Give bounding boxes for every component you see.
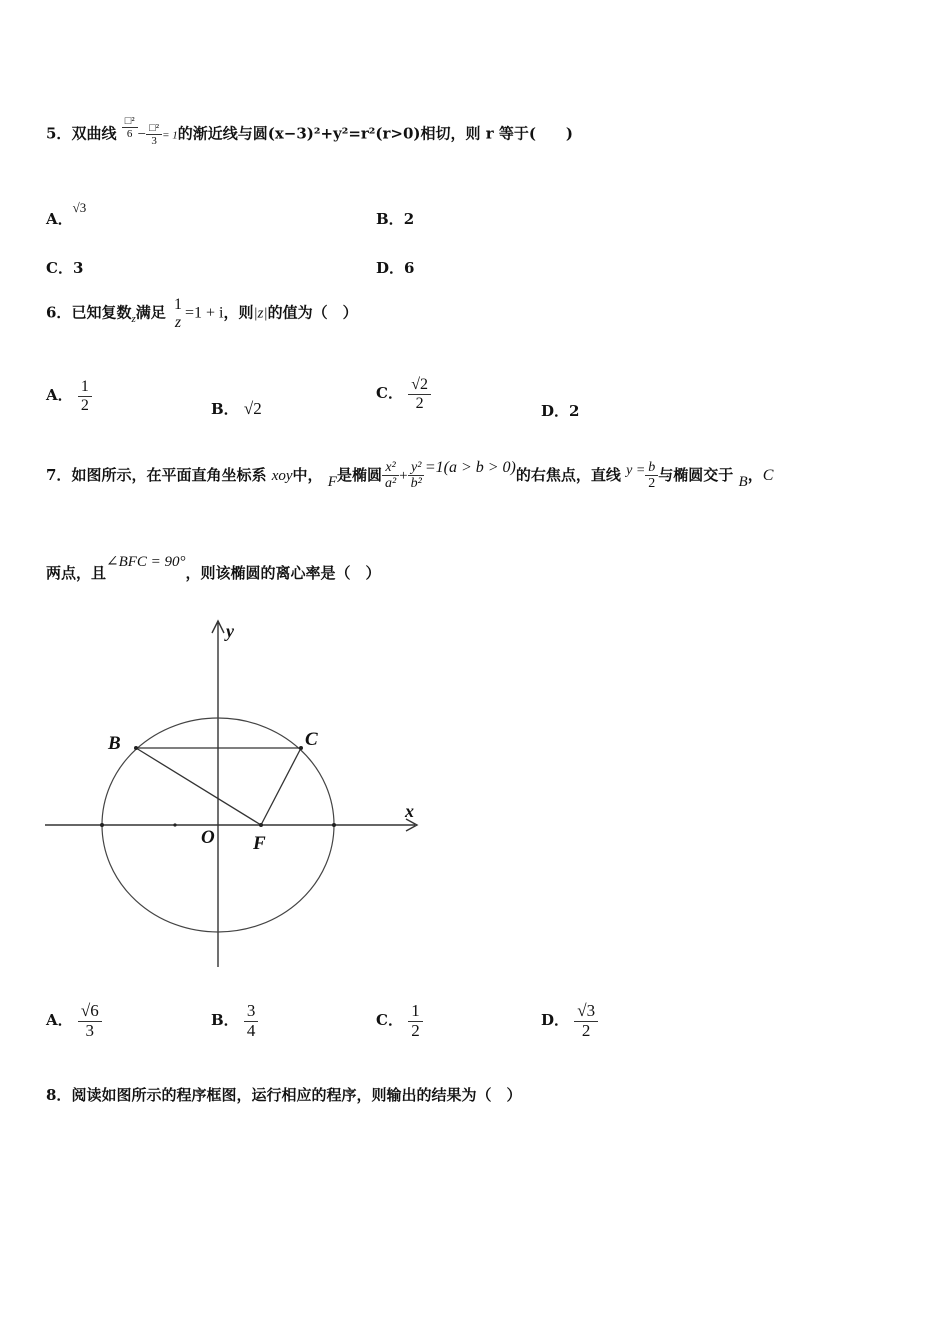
q7-line-den: 2 xyxy=(648,476,656,492)
q7-line2-suffix: ，则该椭圆的离心率是（ ） xyxy=(185,564,381,582)
q7-option-a-frac xyxy=(78,1002,102,1040)
label-f: F xyxy=(253,833,266,854)
q5-circle-eq: (x−3)²+y²=r²(r>0) xyxy=(267,124,421,143)
q7-ellipse-y-den: b² xyxy=(410,476,422,492)
q7-ellipse-y-frac xyxy=(408,460,425,492)
q7-number: 7． xyxy=(46,465,72,484)
q6-option-c-num: √2 xyxy=(408,376,431,395)
q7-stem-prefix: 如图所示，在平面直角坐标系 xyxy=(71,465,267,484)
q7-option-a-den: 3 xyxy=(85,1020,95,1040)
q6-option-d-value: 2 xyxy=(569,402,580,420)
q7-ellipse-x-num: x² xyxy=(382,460,398,476)
q6-number: 6． xyxy=(46,303,72,322)
q6-option-c-frac xyxy=(408,376,431,412)
point-c xyxy=(299,746,303,750)
q7-var-b: B xyxy=(738,473,748,490)
q6-option-c xyxy=(376,376,431,412)
q5-hyperbola-den1: 6 xyxy=(126,128,133,141)
q7-var-c: C xyxy=(762,466,774,484)
q6-option-b-value: √2 xyxy=(243,399,262,418)
q7-xoy: xoy xyxy=(271,467,293,484)
q6-option-c-label: C． xyxy=(376,384,403,403)
point-f xyxy=(259,823,263,827)
point-right-vertex xyxy=(332,823,336,827)
q7-option-c-den: 2 xyxy=(411,1020,420,1040)
q5-option-a-value: √3 xyxy=(72,200,87,215)
label-x: x xyxy=(405,801,414,821)
q7-ellipse-y-num: y² xyxy=(408,460,424,476)
q7-angle: ∠BFC = 90° xyxy=(106,554,186,570)
q7-option-d xyxy=(541,1002,598,1040)
q7-option-b-den: 4 xyxy=(246,1020,256,1040)
q7-stem-mid1: 中， xyxy=(292,465,323,484)
q6-stem xyxy=(46,296,358,331)
q5-stem-prefix: 双曲线 xyxy=(71,124,117,143)
point-b xyxy=(134,746,138,750)
q5-hyperbola-num2: □² xyxy=(146,122,162,135)
q7-line-frac xyxy=(645,460,658,492)
segment-bf xyxy=(136,748,261,825)
q6-option-b-label: B． xyxy=(211,400,239,418)
q6-var-z: z xyxy=(131,312,136,325)
q5-stem xyxy=(46,115,574,148)
q5-eq-rhs: = 1 xyxy=(162,129,178,142)
q5-stem-mid: 的渐近线与圆 xyxy=(177,124,268,143)
q6-stem-prefix: 已知复数 xyxy=(71,303,132,322)
q7-figure xyxy=(40,615,430,975)
q7-option-a xyxy=(46,1002,102,1040)
q7-option-c-label: C． xyxy=(376,1011,403,1030)
q7-option-d-label: D． xyxy=(541,1011,570,1030)
q5-option-c xyxy=(46,257,83,278)
q5-option-b-value: 2 xyxy=(403,210,415,228)
q7-comma: ， xyxy=(747,465,763,484)
q8-stem-text: 阅读如图所示的程序框图，运行相应的程序，则输出的结果为（ ） xyxy=(71,1086,522,1104)
label-y: y xyxy=(226,621,234,641)
q8-stem xyxy=(46,1084,521,1105)
q5-option-d xyxy=(376,257,414,278)
q7-ellipse-rhs: =1(a > b > 0) xyxy=(424,458,516,476)
q6-frac-den: z xyxy=(174,313,182,331)
q7-line2-prefix: 两点，且 xyxy=(46,564,107,582)
q7-option-b xyxy=(211,1002,258,1040)
q7-stem-mid2: 是椭圆 xyxy=(336,465,382,484)
q6-option-a xyxy=(46,378,92,414)
q5-hyperbola-frac1 xyxy=(122,115,138,140)
q6-stem-mid2: ，则 xyxy=(223,303,254,322)
q7-option-b-label: B． xyxy=(211,1011,239,1030)
q7-stem-mid3: 的右焦点，直线 xyxy=(515,465,621,484)
label-c: C xyxy=(305,729,318,750)
label-o: O xyxy=(201,827,215,848)
q7-option-a-num: √6 xyxy=(78,1002,102,1022)
q6-frac-num: 1 xyxy=(173,296,182,313)
q8-number: 8． xyxy=(46,1086,72,1104)
q5-option-a-label: A． xyxy=(46,210,73,228)
q7-stem-line1 xyxy=(46,460,773,492)
q7-option-a-label: A． xyxy=(46,1011,73,1030)
point-left-vertex xyxy=(100,823,104,827)
q7-line-num: b xyxy=(645,460,658,476)
q5-option-b-label: B． xyxy=(376,210,404,228)
q5-option-c-label: C． xyxy=(46,259,73,277)
q7-option-c-frac xyxy=(408,1002,423,1040)
q6-option-b xyxy=(211,398,262,419)
q5-hyperbola-num1: □² xyxy=(122,115,138,128)
q7-plus: + xyxy=(399,467,408,484)
q6-frac xyxy=(171,296,185,331)
q6-option-d xyxy=(541,400,579,421)
label-b: B xyxy=(108,733,121,754)
q7-option-b-num: 3 xyxy=(244,1002,259,1022)
q7-option-d-den: 2 xyxy=(581,1020,591,1040)
q6-stem-suffix: 的值为（ ） xyxy=(267,303,358,322)
point-left-focus xyxy=(173,823,176,826)
q5-hyperbola-den2: 3 xyxy=(151,135,157,148)
q5-minus: − xyxy=(137,126,147,143)
q5-number: 5． xyxy=(46,124,72,143)
q6-option-a-den: 2 xyxy=(80,396,89,414)
q7-stem-mid4: 与椭圆交于 xyxy=(658,465,734,484)
q6-abs-z: |z| xyxy=(253,305,268,322)
q6-eq-rhs: =1 + i xyxy=(184,304,224,322)
q5-option-b xyxy=(376,208,414,229)
q7-option-d-frac xyxy=(574,1002,598,1040)
q7-option-c-num: 1 xyxy=(408,1002,423,1022)
q6-stem-mid: 满足 xyxy=(135,303,166,322)
segment-cf xyxy=(261,748,301,825)
q5-option-a xyxy=(46,200,87,229)
q7-option-c xyxy=(376,1002,423,1040)
q5-option-c-value: 3 xyxy=(72,259,84,277)
q7-stem-line2 xyxy=(46,554,381,583)
q7-var-f: F xyxy=(327,473,337,490)
q6-option-d-label: D． xyxy=(541,402,570,420)
q7-ellipse-x-frac xyxy=(382,460,399,492)
q7-option-d-num: √3 xyxy=(574,1002,598,1022)
q6-option-c-den: 2 xyxy=(415,394,424,412)
q7-ellipse-x-den: a² xyxy=(384,476,397,492)
q6-option-a-frac xyxy=(78,378,92,414)
q7-line-lhs: y = xyxy=(626,462,646,478)
q5-option-d-label: D． xyxy=(376,259,405,277)
q7-option-b-frac xyxy=(244,1002,259,1040)
q6-option-a-num: 1 xyxy=(78,378,92,397)
q5-option-d-value: 6 xyxy=(404,259,415,277)
q6-option-a-label: A． xyxy=(46,386,73,405)
q5-stem-suffix: 相切，则 r 等于( ) xyxy=(420,124,574,143)
q5-hyperbola-frac2 xyxy=(146,122,162,147)
